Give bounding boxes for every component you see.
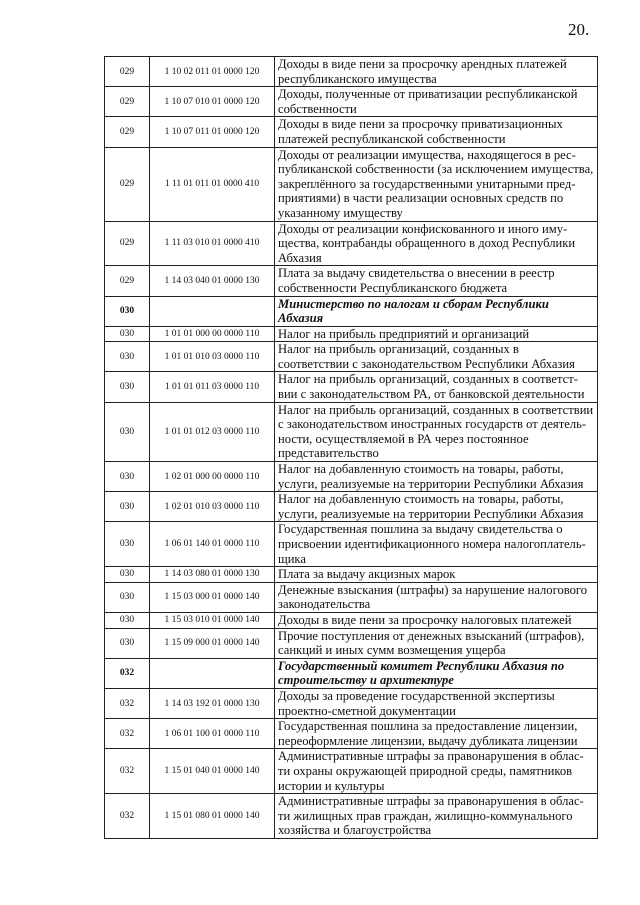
revenue-code-cell: 1 10 07 010 01 0000 120 <box>150 87 275 117</box>
table-row <box>105 326 598 342</box>
description-line: Доходы, полученные от приватизации республиканской <box>278 87 578 102</box>
table-row <box>105 372 598 402</box>
revenue-code-cell: 1 10 02 011 01 0000 120 <box>150 57 275 87</box>
revenue-classification-table <box>104 56 598 839</box>
description-line: представительство <box>278 446 379 461</box>
description-line: вии с законодательством РА, от банковской деятельности <box>278 387 585 402</box>
description-line: закреплённого за государственными унитарными пред- <box>278 176 576 191</box>
revenue-code-cell: 1 01 01 010 03 0000 110 <box>150 342 275 372</box>
description-cell <box>275 719 598 749</box>
description-cell <box>275 688 598 718</box>
description-cell <box>275 87 598 117</box>
admin-code-cell: 032 <box>105 794 150 839</box>
description-line: Абхазия <box>278 311 324 326</box>
description-line: Доходы в виде пени за просрочку арендных платежей <box>278 57 567 71</box>
description-cell <box>275 57 598 87</box>
revenue-code-cell: 1 15 09 000 01 0000 140 <box>150 628 275 658</box>
description-line: публиканской собственности (за исключением имущества, <box>278 162 594 177</box>
table-row <box>105 688 598 718</box>
admin-code-cell: 030 <box>105 612 150 628</box>
description-line: строительству и архитектуре <box>278 673 454 688</box>
revenue-code-cell: 1 06 01 140 01 0000 110 <box>150 522 275 567</box>
description-line: Государственная пошлина за выдачу свидетельства о <box>278 522 563 537</box>
section-title-cell <box>275 296 598 326</box>
revenue-code-cell: 1 06 01 100 01 0000 110 <box>150 719 275 749</box>
table-row <box>105 794 598 839</box>
description-line: щика <box>278 551 306 566</box>
admin-code-cell: 029 <box>105 117 150 147</box>
admin-code-cell: 029 <box>105 87 150 117</box>
description-line: с законодательством иностранных государств от деятель- <box>278 417 587 432</box>
table-row <box>105 402 598 461</box>
description-line: Денежные взыскания (штрафы) за нарушение налогового <box>278 582 588 597</box>
description-line: собственности <box>278 101 357 116</box>
revenue-code-cell: 1 11 01 011 01 0000 410 <box>150 147 275 221</box>
description-cell <box>275 522 598 567</box>
table-row <box>105 522 598 567</box>
description-cell <box>275 342 598 372</box>
description-line: Налог на прибыль организаций, созданных в соответст- <box>278 372 578 387</box>
description-line: Налог на добавленную стоимость на товары, работы, <box>278 462 564 477</box>
description-line: Административные штрафы за правонарушения в облас- <box>278 749 584 764</box>
description-line: щества, контрабанды обращенного в доход Республики <box>278 236 576 251</box>
description-line: приятиями) в части реализации основных средств по <box>278 191 564 206</box>
table-row <box>105 612 598 628</box>
description-cell <box>275 266 598 296</box>
page-number: 20. <box>568 20 590 39</box>
table-row <box>105 266 598 296</box>
description-line: Прочие поступления от денежных взысканий (штрафов), <box>278 628 585 643</box>
admin-code-cell: 029 <box>105 147 150 221</box>
description-line: платежей республиканской собственности <box>278 131 506 146</box>
description-line: Налог на добавленную стоимость на товары, работы, <box>278 492 564 507</box>
description-line: истории и культуры <box>278 778 385 793</box>
description-cell <box>275 582 598 612</box>
section-title-cell <box>275 658 598 688</box>
admin-code-cell: 029 <box>105 221 150 266</box>
table-row <box>105 567 598 583</box>
section-heading-row <box>105 658 598 688</box>
revenue-code-cell: 1 01 01 012 03 0000 110 <box>150 402 275 461</box>
admin-code-cell: 029 <box>105 266 150 296</box>
description-cell <box>275 749 598 794</box>
description-line: санкций и иных сумм возмещения ущерба <box>278 643 506 658</box>
revenue-code-cell: 1 15 01 080 01 0000 140 <box>150 794 275 839</box>
description-line: собственности Республиканского бюджета <box>278 280 508 295</box>
revenue-code-cell: 1 15 03 010 01 0000 140 <box>150 612 275 628</box>
description-cell <box>275 462 598 492</box>
description-line: хозяйства и благоустройства <box>278 823 432 838</box>
description-line: проектно-сметной документации <box>278 703 456 718</box>
admin-code-cell: 032 <box>105 719 150 749</box>
revenue-code-cell: 1 14 03 192 01 0000 130 <box>150 688 275 718</box>
description-cell <box>275 117 598 147</box>
description-cell <box>275 147 598 221</box>
description-line: Доходы в виде пени за просрочку приватизационных <box>278 117 563 132</box>
admin-code-cell: 032 <box>105 749 150 794</box>
admin-code-cell: 030 <box>105 567 150 583</box>
description-line: указанному имуществу <box>278 205 403 220</box>
description-cell <box>275 221 598 266</box>
description-line: Государственный комитет Республики Абхазия по <box>278 658 565 673</box>
table-body <box>105 57 598 839</box>
table-row <box>105 462 598 492</box>
description-cell <box>275 372 598 402</box>
revenue-code-cell: 1 02 01 010 03 0000 110 <box>150 492 275 522</box>
admin-code-cell: 030 <box>105 582 150 612</box>
admin-code-cell: 030 <box>105 492 150 522</box>
description-line: республиканского имущества <box>278 71 437 86</box>
description-line: переоформление лицензии, выдачу дубликата лицензии <box>278 733 578 748</box>
table-row <box>105 582 598 612</box>
description-line: услуги, реализуемые на территории Республики Абхазия <box>278 476 584 491</box>
table-row <box>105 87 598 117</box>
table-row <box>105 221 598 266</box>
description-cell <box>275 326 598 342</box>
description-cell <box>275 492 598 522</box>
description-line: Доходы в виде пени за просрочку налоговых платежей <box>278 612 572 627</box>
admin-code-cell: 030 <box>105 628 150 658</box>
revenue-code-cell: 1 02 01 000 00 0000 110 <box>150 462 275 492</box>
description-cell <box>275 794 598 839</box>
description-line: Доходы за проведение государственной экспертизы <box>278 688 555 703</box>
revenue-code-cell: 1 01 01 011 03 0000 110 <box>150 372 275 402</box>
admin-code-cell: 030 <box>105 462 150 492</box>
description-cell <box>275 628 598 658</box>
description-line: присвоении идентификационного номера налогоплатель- <box>278 537 586 551</box>
description-line: Государственная пошлина за предоставление лицензии, <box>278 719 578 734</box>
description-line: соответствии с законодательством Республики Абхазия <box>278 356 575 371</box>
description-cell <box>275 612 598 628</box>
description-line: Абхазия <box>278 250 322 265</box>
table-row <box>105 147 598 221</box>
admin-code-cell: 030 <box>105 372 150 402</box>
revenue-code-cell: 1 15 01 040 01 0000 140 <box>150 749 275 794</box>
revenue-code-cell: 1 11 03 010 01 0000 410 <box>150 221 275 266</box>
description-cell <box>275 567 598 583</box>
revenue-code-cell: 1 10 07 011 01 0000 120 <box>150 117 275 147</box>
admin-code-cell: 030 <box>105 342 150 372</box>
admin-code-cell: 030 <box>105 402 150 461</box>
revenue-code-cell: 1 15 03 000 01 0000 140 <box>150 582 275 612</box>
description-line: ти охраны окружающей природной среды, памятников <box>278 763 573 778</box>
revenue-code-cell <box>150 296 275 326</box>
revenue-code-cell: 1 14 03 080 01 0000 130 <box>150 567 275 583</box>
description-line: Доходы от реализации конфискованного и иного иму- <box>278 221 568 236</box>
description-cell <box>275 402 598 461</box>
section-heading-row <box>105 296 598 326</box>
admin-code-cell: 032 <box>105 688 150 718</box>
revenue-code-cell <box>150 658 275 688</box>
description-line: Административные штрафы за правонарушения в облас- <box>278 794 584 809</box>
description-line: Плата за выдачу свидетельства о внесении в реестр <box>278 266 555 281</box>
table-row <box>105 342 598 372</box>
description-line: Налог на прибыль организаций, созданных в соответствии <box>278 402 594 417</box>
table-row <box>105 117 598 147</box>
description-line: Министерство по налогам и сборам Республики <box>278 296 549 311</box>
description-line: Плата за выдачу акцизных марок <box>278 567 456 582</box>
admin-code-cell: 030 <box>105 296 150 326</box>
revenue-code-cell: 1 01 01 000 00 0000 110 <box>150 326 275 342</box>
description-line: Доходы от реализации имущества, находящегося в рес- <box>278 147 576 162</box>
description-line: ности, осуществляемой в РА через постоянное <box>278 431 529 446</box>
description-line: ти жилищных прав граждан, жилищно-коммунального <box>278 808 573 823</box>
table-row <box>105 57 598 87</box>
table-row <box>105 749 598 794</box>
admin-code-cell: 032 <box>105 658 150 688</box>
revenue-code-cell: 1 14 03 040 01 0000 130 <box>150 266 275 296</box>
admin-code-cell: 030 <box>105 326 150 342</box>
table-row <box>105 628 598 658</box>
description-line: Налог на прибыль предприятий и организаций <box>278 326 530 341</box>
admin-code-cell: 030 <box>105 522 150 567</box>
table-row <box>105 719 598 749</box>
description-line: Налог на прибыль организаций, созданных в <box>278 342 519 357</box>
table-row <box>105 492 598 522</box>
description-line: услуги, реализуемые на территории Республики Абхазия <box>278 506 584 521</box>
admin-code-cell: 029 <box>105 57 150 87</box>
description-line: законодательства <box>278 597 371 612</box>
